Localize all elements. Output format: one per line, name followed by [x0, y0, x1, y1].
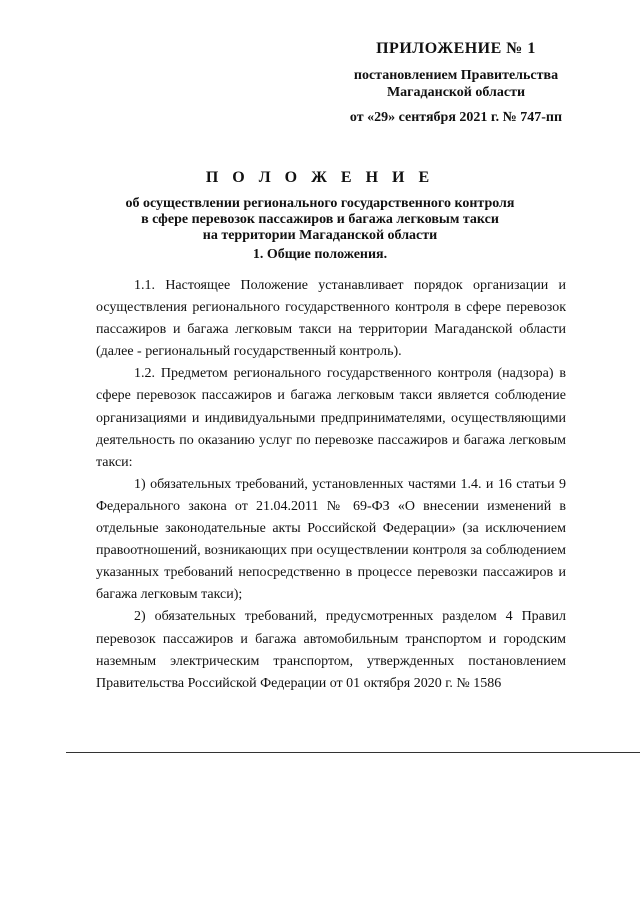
appendix-title: ПРИЛОЖЕНИЕ № 1 [376, 40, 536, 57]
appendix-org-line1: постановлением Правительства [353, 68, 559, 83]
heading-line1: об осуществлении регионального государственного контроля [125, 196, 515, 211]
document-heading [90, 170, 550, 244]
page-divider [66, 752, 640, 753]
heading-line2: в сфере перевозок пассажиров и багажа легковым такси [141, 212, 499, 227]
paragraph-item-2: 2) обязательных требований, предусмотренных разделом 4 Правил перевозок пассажиров и багажа автомобильным транспортом и городским наземным электрическим транспортом, утвержденных постановлением Правительства Российской Федерации от 01 октября 2020 г. № 1586 [96, 609, 566, 691]
appendix-block [340, 40, 572, 126]
heading-line3: на территории Магаданской области [202, 228, 438, 243]
appendix-org-line2: Магаданской области [386, 85, 526, 100]
paragraph-1-2: 1.2. Предметом регионального государственного контроля (надзора) в сфере перевозок пассажиров и багажа легковым такси является соблюдение организациями и индивидуальными предпринимателями, осуществляющими деятельность по оказанию услуг по перевозке пассажиров и багажа легковым такси: [96, 366, 566, 470]
paragraph-1-1: 1.1. Настоящее Положение устанавливает порядок организации и осуществления регионального государственного контроля в сфере перевозок пассажиров и багажа легковым такси на территории Магаданской области (далее - региональный государственный контроль). [96, 278, 566, 360]
section-title: 1. Общие положения. [252, 247, 388, 262]
paragraph-item-1: 1) обязательных требований, установленных частями 1.4. и 16 статьи 9 Федерального закона от 21.04.2011 № 69-ФЗ «О внесении изменений в отдельные законодательные акты Российской Федерации» (за исключением правоотношений, возникающих при осуществлении контроля за соблюдением указанных требований непосредственно в процессе перевозки пассажиров и багажа легковым такси); [96, 476, 566, 603]
appendix-date: от «29» сентября 2021 г. № 747-пп [349, 110, 563, 125]
document-body [96, 275, 566, 695]
heading-word: П О Л О Ж Е Н И Е [205, 169, 435, 186]
